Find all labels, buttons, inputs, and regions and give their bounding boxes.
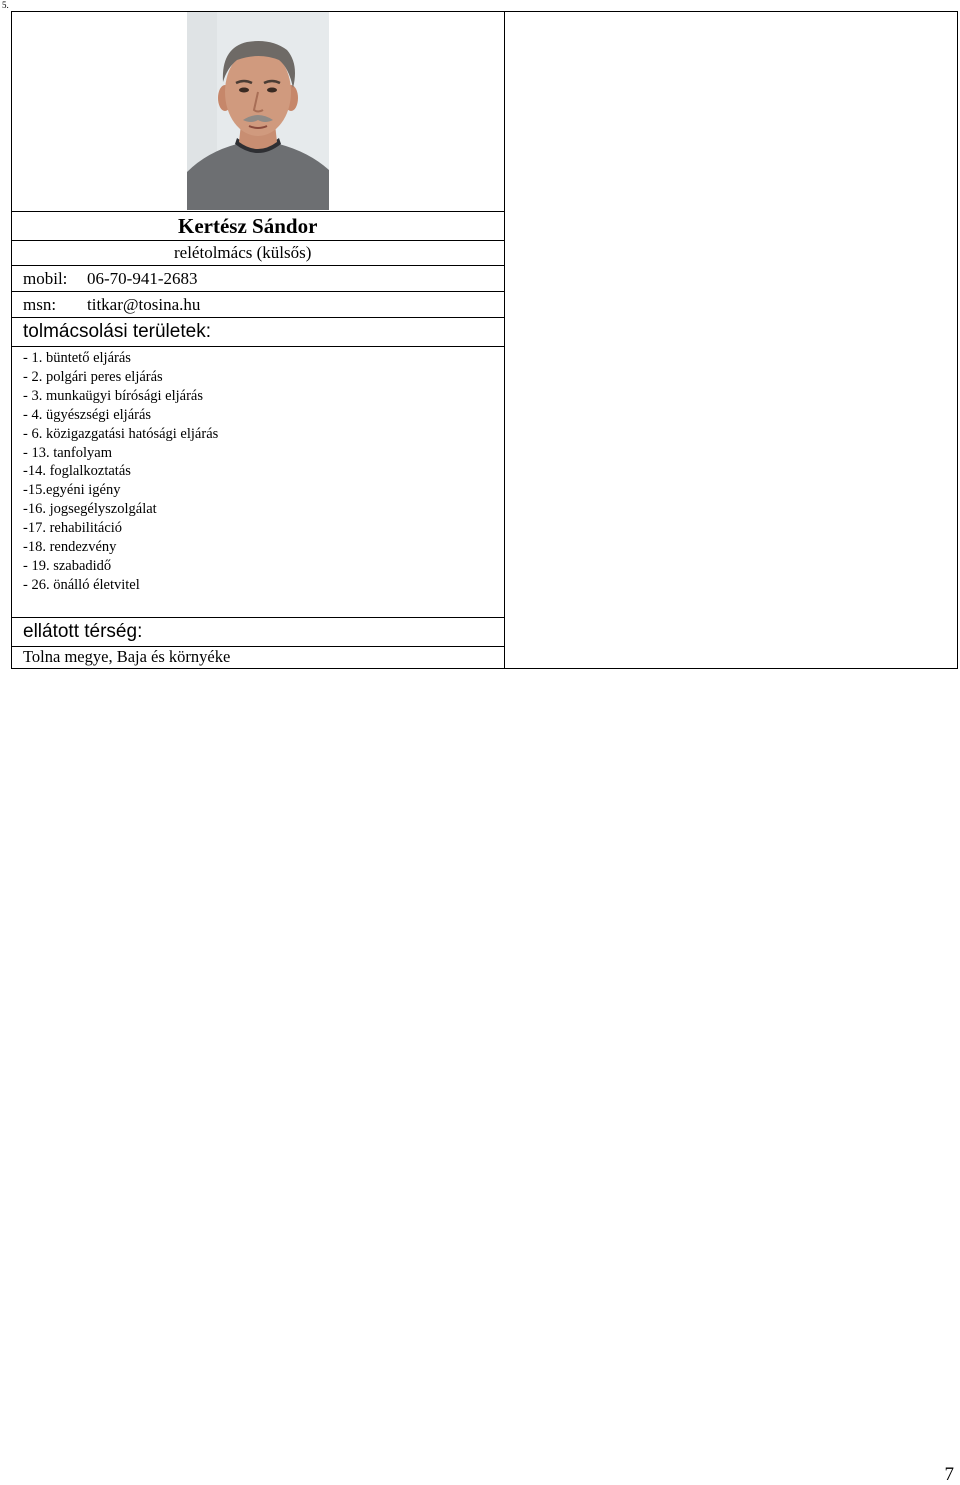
person-name: Kertész Sándor	[178, 214, 318, 238]
list-item: -14. foglalkoztatás	[23, 463, 131, 480]
name-cell	[12, 212, 505, 241]
list-item: - 4. ügyészségi eljárás	[23, 406, 152, 423]
page-number: 7	[944, 1464, 954, 1485]
list-item: - 6. közigazgatási hatósági eljárás	[23, 425, 219, 442]
portrait-photo	[187, 12, 329, 210]
region-cell	[12, 647, 505, 669]
list-item: - 26. önálló életvitel	[23, 576, 140, 593]
role-cell	[12, 241, 505, 266]
areas-heading: tolmácsolási területek:	[23, 321, 211, 342]
section-number: 5.	[2, 0, 9, 10]
list-item: - 3. munkaügyi bírósági eljárás	[23, 387, 203, 404]
photo-cell	[12, 12, 505, 212]
person-role: relétolmács (külsős)	[174, 243, 312, 262]
list-item: -15.egyéni igény	[23, 482, 121, 499]
msn-value: titkar@tosina.hu	[87, 295, 201, 314]
mobile-cell	[12, 266, 505, 292]
notes-column	[505, 12, 958, 669]
areas-heading-cell	[12, 318, 505, 347]
profile-table	[11, 11, 958, 669]
mobile-label: mobil:	[23, 269, 68, 288]
list-item: - 2. polgári peres eljárás	[23, 368, 163, 385]
list-item: - 13. tanfolyam	[23, 444, 112, 461]
list-item: -18. rendezvény	[23, 539, 117, 556]
msn-cell	[12, 292, 505, 318]
msn-label: msn:	[23, 295, 57, 314]
areas-list-cell	[12, 347, 505, 618]
areas-list	[12, 347, 504, 595]
region-heading-cell	[12, 618, 505, 647]
region-heading: ellátott térség:	[23, 621, 143, 642]
mobile-value: 06-70-941-2683	[87, 269, 198, 288]
list-item: - 1. büntető eljárás	[23, 350, 131, 366]
list-item: -16. jogsegélyszolgálat	[23, 501, 157, 518]
list-item: -17. rehabilitáció	[23, 520, 123, 537]
region-value: Tolna megye, Baja és környéke	[23, 647, 231, 666]
list-item: - 19. szabadidő	[23, 557, 112, 574]
portrait-image	[187, 12, 329, 210]
